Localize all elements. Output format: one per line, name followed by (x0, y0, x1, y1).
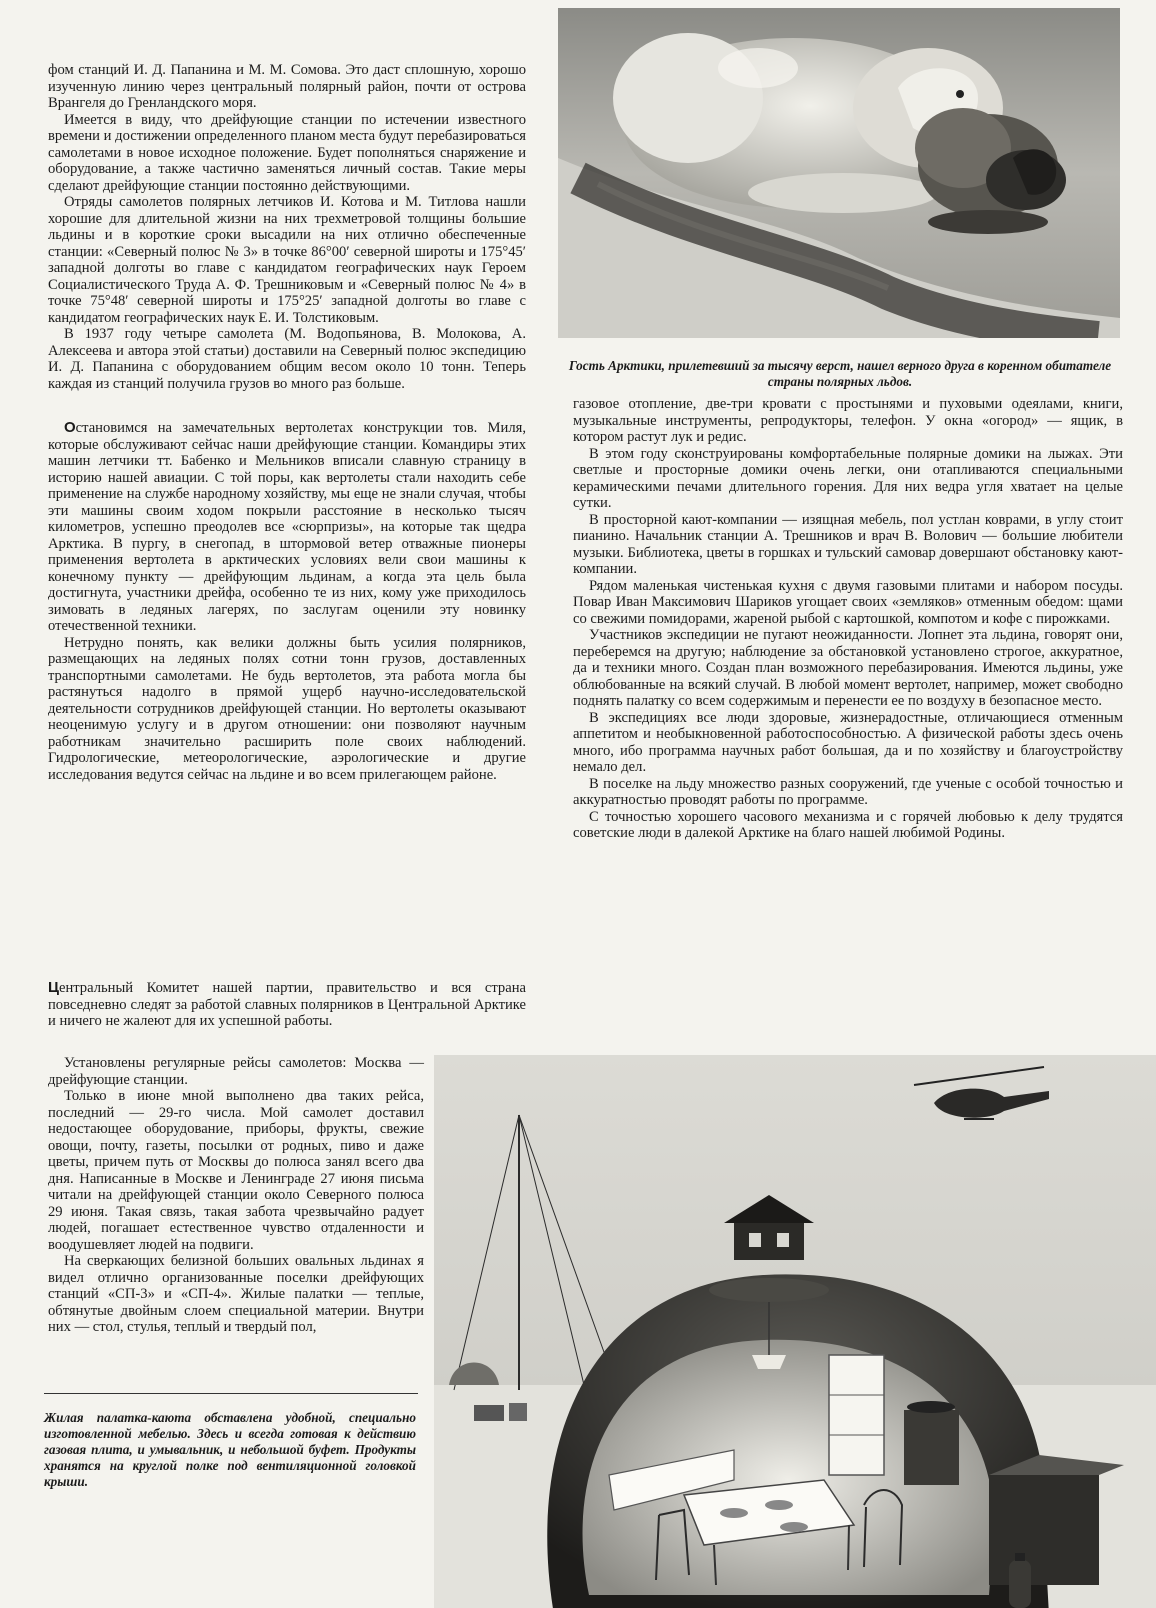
paragraph (48, 980, 526, 1030)
paragraph-text: становимся на замечательных вертолетах конструкции тов. Миля, которые обслуживают сейчас наши дрейфующие станции. Командиры этих машин летчики тт. Бабенко и Мельников вписали славную страницу в историю нашей авиации. С той поры, как вертолеты стали находить себе применение на службе народному хозяйству, мы еще не знали случая, чтобы эти машины своим ходом покрыли расстояние в несколько тысяч километров, успешно преодолев все «сюрпризы», на которые так щедра Арктика. В пургу, в снегопад, в штормовой ветер отважные пионеры применения вертолета в арктических условиях вели свои машины к конечному пункту — дрейфующим льдинам, а когда эта цель была достигнута, участники дрейфа, особенно те из них, кому уже приходилось зимовать в ледяных лагерях, по заслугам оценили эту новинку отечественной техники. (48, 420, 526, 634)
paragraph: Нетрудно понять, как велики должны быть усилия полярников, размещающих на ледяных полях сотни тонн грузов, доставленных транспортными самолетами. Не будь вертолетов, эта работа могла бы растянуться надолго в прямой ущерб научно-исследовательской деятельности сотрудников дрейфующей станции. Но вертолеты оказывают неоценимую услугу и в другом отношении: они позволяют научным работникам значительно расширить поле своих наблюдений. Гидрологические, метеорологические, аэрологические и другие исследования ведутся сейчас на льдине и во всем прилегающем районе. (48, 634, 526, 783)
article-column-left-top (48, 62, 526, 783)
caption-divider (44, 1393, 418, 1394)
paragraph: В поселке на льду множество разных сооружений, где ученые с особой точностью и аккуратностью проводят работы по программе. (573, 775, 1123, 808)
paragraph-text: ентральный Комитет нашей партии, правительство и вся страна повседневно следят за работой славных полярников в Центральной Арктике и ничего не жалеют для их успешной работы. (48, 980, 526, 1029)
article-column-left-bottom (48, 980, 526, 1030)
photo-caption: Гость Арктики, прилетевший за тысячу верст, нашел верного друга в коренном обитателе страны полярных льдов. (568, 358, 1112, 389)
paragraph (48, 420, 526, 635)
drop-cap: О (64, 419, 76, 436)
photo-polar-bear-and-dog (558, 8, 1120, 338)
paragraph: Отряды самолетов полярных летчиков И. Котова и М. Титлова нашли хорошие для длительной жизни на них трехметровой толщины большие льдины и в короткие сроки высадили на них отлично обеспеченные станции: «Северный полюс № 3» в точке 86°00′ северной широты и 175°45′ западной долготы во главе с кандидатом географических наук Героем Социалистического Труда А. Ф. Трешниковым и «Северный полюс № 4» в точке 75°48′ северной широты и 175°25′ западной долготы во главе с кандидатом географических наук Е. И. Толстиковым. (48, 194, 526, 326)
paragraph: В просторной кают-компании — изящная мебель, пол устлан коврами, в углу стоит пианино. Начальник станции А. Трешников и врач В. Волович — большие любители музыки. Библиотека, цветы в горшках и тульский самовар довершают обстановку кают-компании. (573, 511, 1123, 577)
illustration-caption: Жилая палатка-каюта обставлена удобной, специально изготовленной мебелью. Здесь и всегда готовая к действию газовая плита, и умывальник, и небольшой буфет. Продукты хранятся на круглой полке под вентиляционной головкой крыши. (44, 1410, 416, 1489)
paragraph: В экспедициях все люди здоровые, жизнерадостные, отличающиеся отменным аппетитом и необыкновенной работоспособностью. А физической работы здесь очень много, ибо программа научных работ большая, да и по хозяйству и благоустройству немало дел. (573, 709, 1123, 775)
paragraph: Имеется в виду, что дрейфующие станции по истечении известного времени и достижении определенного планом места будут перебазироваться самолетами в новое исходное положение. Будет пополняться снаряжение и оборудование, а также частично заменяться личный состав. Такие меры сделают дрейфующие станции постоянно действующими. (48, 111, 526, 194)
paragraph: В этом году сконструированы комфортабельные полярные домики на лыжах. Эти светлые и просторные домики очень легки, они отапливаются специальными керамическими печами длительного горения. Для них ведра угля хватает на целые сутки. (573, 445, 1123, 511)
paragraph: Участников экспедиции не пугают неожиданности. Лопнет эта льдина, говорят они, переберемся на другую; наблюдение за обстановкой установлено строгое, аккуратное, да и техники много. Создан план возможного перебазирования. Имеются льдины, уже облюбованные на всякий случай. В любой момент вертолет, например, может свободно поднять палатку со всем содержимым и перенести ее по воздуху в безопасное место. (573, 627, 1123, 709)
paragraph: Только в июне мной выполнено два таких рейса, последний — 29-го числа. Мой самолет доставил недостающее оборудование, приборы, фрукты, свежие овощи, почту, газеты, посылки от родных, пиво и даже цветы, причем путь от Москвы до полюса занял всего два дня. Написанные в Москве и Ленинграде 27 июня письма читали на дрейфующей станции около Северного полюса 29 июня. Такая связь, такая забота чрезвычайно радует людей, погашает естественное чувство отдаленности и воодушевляет людей на подвиги. (48, 1088, 424, 1253)
illustration-tent-cutaway (434, 1055, 1156, 1608)
paragraph: В 1937 году четыре самолета (М. Водопьянова, В. Молокова, А. Алексеева и автора этой статьи) доставили на Северный полюс экспедицию И. Д. Папанина с оборудованием общим весом около 10 тонн. Теперь каждая из станций получила грузов во много раз больше. (48, 326, 526, 392)
article-column-left-narrow (48, 1055, 424, 1336)
paragraph: газовое отопление, две-три кровати с простынями и пуховыми одеялами, книги, музыкальные инструменты, репродукторы, телефон. У окна «огород» — ящик, в котором растут лук и редис. (573, 396, 1123, 445)
paragraph: На сверкающих белизной больших овальных льдинах я видел отлично организованные поселки дрейфующих станций «СП-3» и «СП-4». Жилые палатки — теплые, обтянутые двойным слоем специальной материи. Внутри них — стол, стулья, теплый и твердый пол, (48, 1253, 424, 1335)
article-column-right (573, 396, 1123, 842)
paragraph: Установлены регулярные рейсы самолетов: Москва — дрейфующие станции. (48, 1055, 424, 1088)
paragraph: С точностью хорошего часового механизма и с горячей любовью к делу трудятся советские люди в далекой Арктике на благо нашей любимой Родины. (573, 808, 1123, 841)
drop-cap: Ц (48, 979, 59, 996)
paragraph: Рядом маленькая чистенькая кухня с двумя газовыми плитами и набором посуды. Повар Иван Максимович Шариков угощает своих «земляков» отменным обедом: щами со свежими помидорами, жареной рыбой с картошкой, компотом и кофе с пирожками. (573, 577, 1123, 627)
paragraph: фом станций И. Д. Папанина и М. М. Сомова. Это даст сплошную, хорошо изученную линию через центральный полярный район, почти от острова Врангеля до Гренландского моря. (48, 62, 526, 111)
